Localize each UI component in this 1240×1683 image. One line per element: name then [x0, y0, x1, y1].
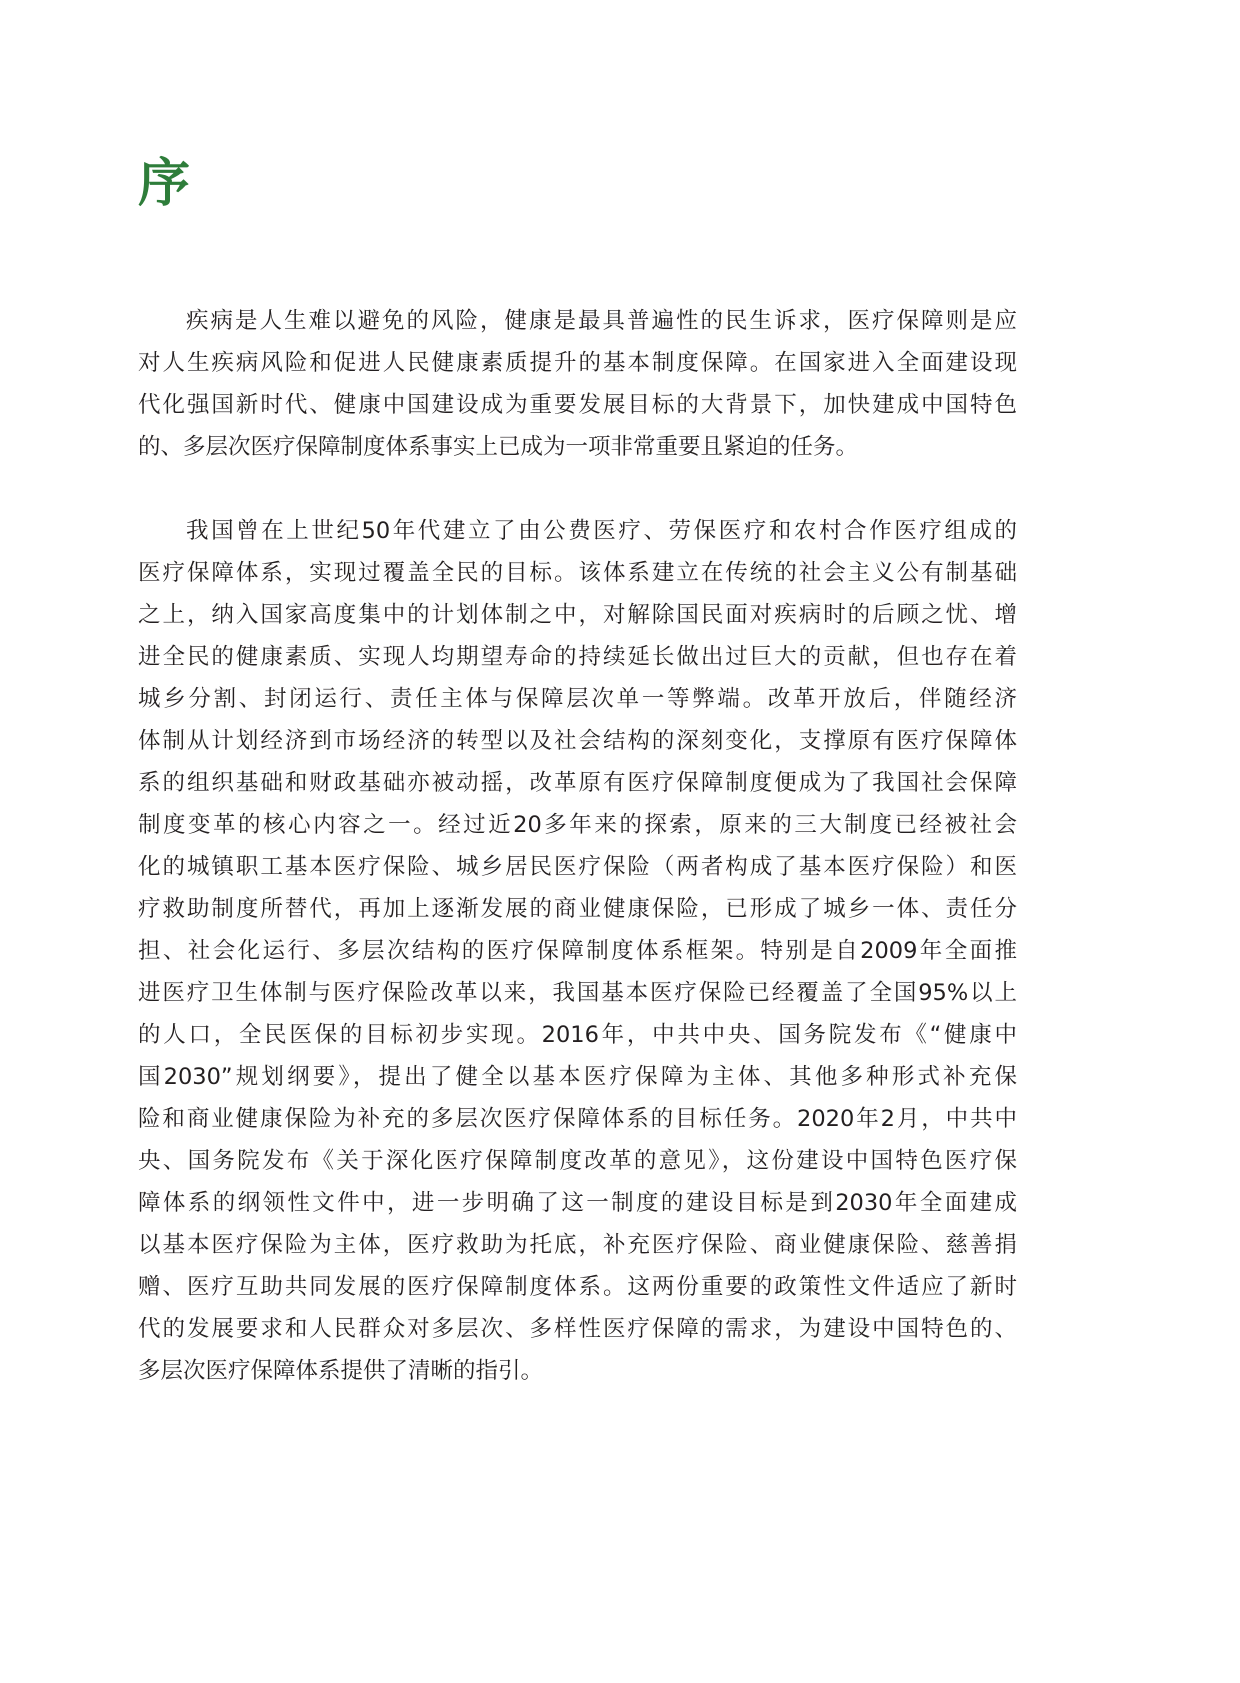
text-line: 障体系的纲领性文件中，进一步明确了这一制度的建设目标是到2030年全面建成 [138, 1190, 1017, 1216]
text-line: 我国曾在上世纪50年代建立了由公费医疗、劳保医疗和农村合作医疗组成的 [186, 518, 1017, 544]
text-line: 担、社会化运行、多层次结构的医疗保障制度体系框架。特别是自2009年全面推 [138, 938, 1017, 964]
text-line: 进全民的健康素质、实现人均期望寿命的持续延长做出过巨大的贡献，但也存在着 [138, 644, 1017, 670]
text-line: 以基本医疗保险为主体，医疗救助为托底，补充医疗保险、商业健康保险、慈善捐 [138, 1232, 1017, 1258]
text-line: 代化强国新时代、健康中国建设成为重要发展目标的大背景下，加快建成中国特色 [138, 392, 1017, 418]
text-line: 的、多层次医疗保障制度体系事实上已成为一项非常重要且紧迫的任务。 [138, 434, 859, 460]
text-line: 险和商业健康保险为补充的多层次医疗保障体系的目标任务。2020年2月，中共中 [138, 1106, 1017, 1132]
text-line: 多层次医疗保障体系提供了清晰的指引。 [138, 1358, 544, 1384]
paragraph [138, 510, 1017, 1392]
paragraph [138, 300, 1017, 468]
text-line: 体制从计划经济到市场经济的转型以及社会结构的深刻变化，支撑原有医疗保障体 [138, 728, 1017, 754]
text-line: 的人口，全民医保的目标初步实现。2016年，中共中央、国务院发布《“健康中 [138, 1022, 1017, 1048]
text-line: 代的发展要求和人民群众对多层次、多样性医疗保障的需求，为建设中国特色的、 [138, 1316, 1017, 1342]
text-line: 进医疗卫生体制与医疗保险改革以来，我国基本医疗保险已经覆盖了全国95%以上 [138, 980, 1017, 1006]
text-line: 系的组织基础和财政基础亦被动摇，改革原有医疗保障制度便成为了我国社会保障 [138, 770, 1017, 796]
text-line: 化的城镇职工基本医疗保险、城乡居民医疗保险（两者构成了基本医疗保险）和医 [138, 854, 1017, 880]
text-line: 医疗保障体系，实现过覆盖全民的目标。该体系建立在传统的社会主义公有制基础 [138, 560, 1017, 586]
text-line: 之上，纳入国家高度集中的计划体制之中，对解除国民面对疾病时的后顾之忧、增 [138, 602, 1017, 628]
text-line: 疗救助制度所替代，再加上逐渐发展的商业健康保险，已形成了城乡一体、责任分 [138, 896, 1017, 922]
text-line: 城乡分割、封闭运行、责任主体与保障层次单一等弊端。改革开放后，伴随经济 [138, 686, 1017, 712]
text-line: 央、国务院发布《关于深化医疗保障制度改革的意见》，这份建设中国特色医疗保 [138, 1148, 1017, 1174]
page-title: 序 [138, 154, 191, 214]
text-line: 疾病是人生难以避免的风险，健康是最具普遍性的民生诉求，医疗保障则是应 [186, 308, 1017, 334]
body-text [138, 300, 1017, 1434]
text-line: 赠、医疗互助共同发展的医疗保障制度体系。这两份重要的政策性文件适应了新时 [138, 1274, 1017, 1300]
text-line: 制度变革的核心内容之一。经过近20多年来的探索，原来的三大制度已经被社会 [138, 812, 1017, 838]
text-line: 对人生疾病风险和促进人民健康素质提升的基本制度保障。在国家进入全面建设现 [138, 350, 1017, 376]
text-line: 国2030”规划纲要》，提出了健全以基本医疗保障为主体、其他多种形式补充保 [138, 1064, 1017, 1090]
